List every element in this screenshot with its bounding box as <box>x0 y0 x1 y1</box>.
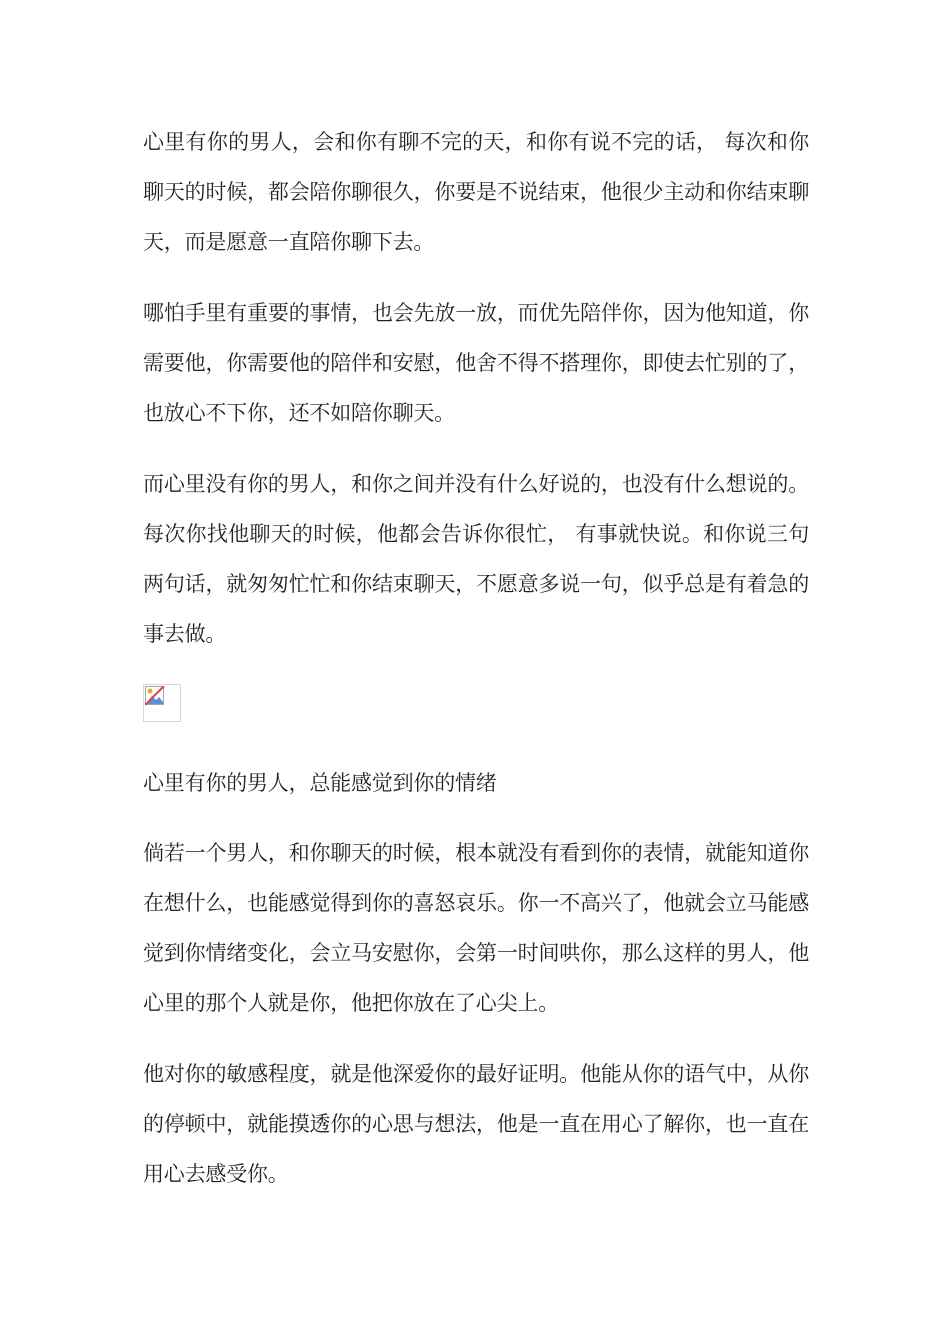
paragraph-2: 哪怕手里有重要的事情，也会先放一放，而优先陪伴你，因为他知道，你需要他，你需要他的陪伴和安慰，他舍不得不搭理你，即使去忙别的了，也放心不下你，还不如陪你聊天。 <box>143 301 809 425</box>
paragraph-4: 倘若一个男人，和你聊天的时候，根本就没有看到你的表情，就能知道你在想什么，也能感觉得到你的喜怒哀乐。你一不高兴了，他就会立马能感觉到你情绪变化，会立马安慰你，会第一时间哄你，那么这样的男人，他心里的那个人就是你，他把你放在了心尖上。 <box>143 841 809 1015</box>
paragraph-5: 他对你的敏感程度，就是他深爱你的最好证明。他能从你的语气中，从你的停顿中，就能摸透你的心思与想法，他是一直在用心了解你，也一直在用心去感受你。 <box>143 1062 809 1186</box>
article-body <box>143 117 809 1199</box>
section-heading: 心里有你的男人，总能感觉到你的情绪 <box>143 771 497 795</box>
paragraph-1: 心里有你的男人，会和你有聊不完的天，和你有说不完的话， 每次和你聊天的时候，都会陪你聊很久，你要是不说结束，他很少主动和你结束聊天，而是愿意一直陪你聊下去。 <box>143 130 809 254</box>
article-image[interactable] <box>143 684 181 722</box>
paragraph-3: 而心里没有你的男人，和你之间并没有什么好说的，也没有什么想说的。每次你找他聊天的时候，他都会告诉你很忙， 有事就快说。和你说三句两句话，就匆匆忙忙和你结束聊天，不愿意多说一句，似乎总是有着急的事去做。 <box>143 472 809 646</box>
